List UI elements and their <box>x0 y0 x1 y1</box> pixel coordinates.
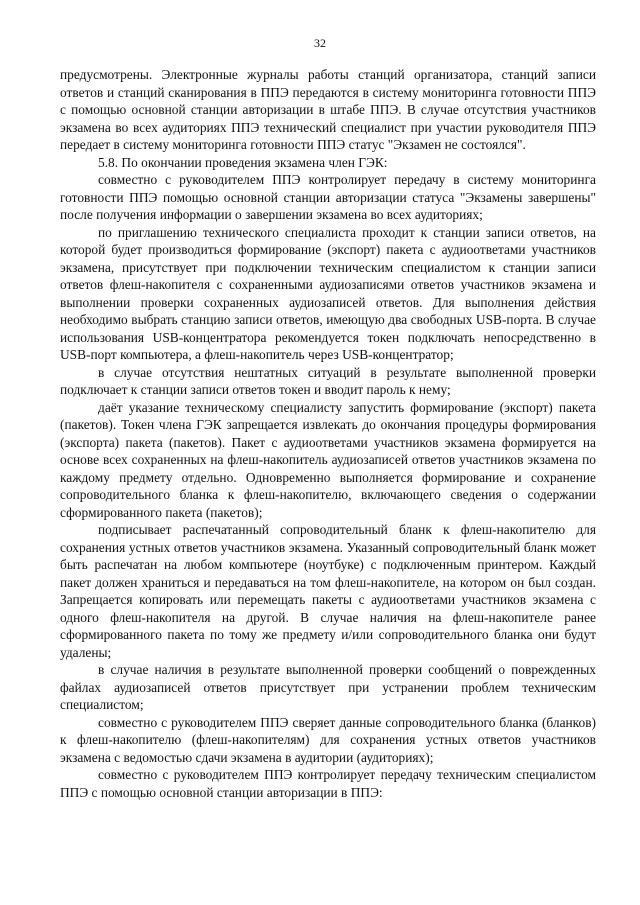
paragraph-6: даёт указание техническому специалисту запустить формирование (экспорт) пакета (пакетов). Токен члена ГЭК запрещается извлекать до окончания процедуры формирования (экспорта) пакета (пакетов). Пакет с аудиоответами участников экзамена формируется на основе всех сохраненных на флеш-накопитель аудиозаписей ответов участников экзамена по каждому предмету отдельно. Одновременно выполняется формирование и сохранение сопроводительного бланка к флеш-накопителю, включающего сведения о содержании сформированного пакета (пакетов); <box>60 399 596 520</box>
paragraph-10: совместно с руководителем ППЭ контролирует передачу техническим специалистом ППЭ с помощью основной станции авторизации в ППЭ: <box>60 767 596 800</box>
paragraph-1: предусмотрены. Электронные журналы работы станций организатора, станций записи ответов и станций сканирования в ППЭ передаются в систему мониторинга готовности ППЭ с помощью основной станции авторизации в штабе ППЭ. В случае отсутствия участников экзамена во всех аудиториях ППЭ технический специалист при участии руководителя ППЭ передает в систему мониторинга готовности ППЭ статус "Экзамен не состоялся". <box>60 67 596 152</box>
paragraph-7: подписывает распечатанный сопроводительный бланк к флеш-накопителю для сохранения устных ответов участников экзамена. Указанный сопроводительный бланк может быть распечатан на любом компьютере (ноутбуке) с подключенным принтером. Каждый пакет должен храниться и передаваться на том флеш-накопителе, на котором он был создан. Запрещается копировать или перемещать пакеты с аудиоответами участников экзамена с одного флеш-накопителя на другой. В случае наличия на флеш-накопителе ранее сформированного пакета по тому же предмету и/или сопроводительного бланка они будут удалены; <box>60 522 596 660</box>
paragraph-8: в случае наличия в результате выполненной проверки сообщений о поврежденных файлах аудиозаписей ответов присутствует при устранении проблем техническим специалистом; <box>60 662 596 712</box>
paragraph-9: совместно с руководителем ППЭ сверяет данные сопроводительного бланка (бланков) к флеш-накопителю (флеш-накопителям) для сохранения устных ответов участников экзамена с ведомостью сдачи экзамена в аудитории (аудиториях); <box>60 714 596 765</box>
paragraph-3: совместно с руководителем ППЭ контролирует передачу в систему мониторинга готовности ППЭ помощью основной станции авторизации статуса "Экзамены завершены" после получения информации о завершении экзамена во всех аудиториях; <box>60 172 596 222</box>
page-number: 32 <box>314 36 326 50</box>
paragraph-4: по приглашению технического специалиста проходит к станции записи ответов, на которой будет производиться формирование (экспорт) пакета с аудиоответами участников экзамена, присутствует при подключении техническим специалистом к станции записи ответов флеш-накопителя с сохраненными аудиозаписями ответов участников экзамена и выполнении проверки сохраненных аудиозаписей ответов. Для выполнения действия необходимо выбрать станцию записи ответов, имеющую два свободных USB-порта. В случае использования USB-концентратора рекомендуется токен подключать непосредственно в USB-порт компьютера, а флеш-накопитель через USB-концентратор; <box>60 224 596 362</box>
document-body <box>60 66 596 801</box>
section-heading-5-8: 5.8. По окончании проведения экзамена член ГЭК: <box>98 154 388 170</box>
paragraph-5: в случае отсутствия нештатных ситуаций в результате выполненной проверки подключает к станции записи ответов токен и вводит пароль к нему; <box>60 364 596 397</box>
